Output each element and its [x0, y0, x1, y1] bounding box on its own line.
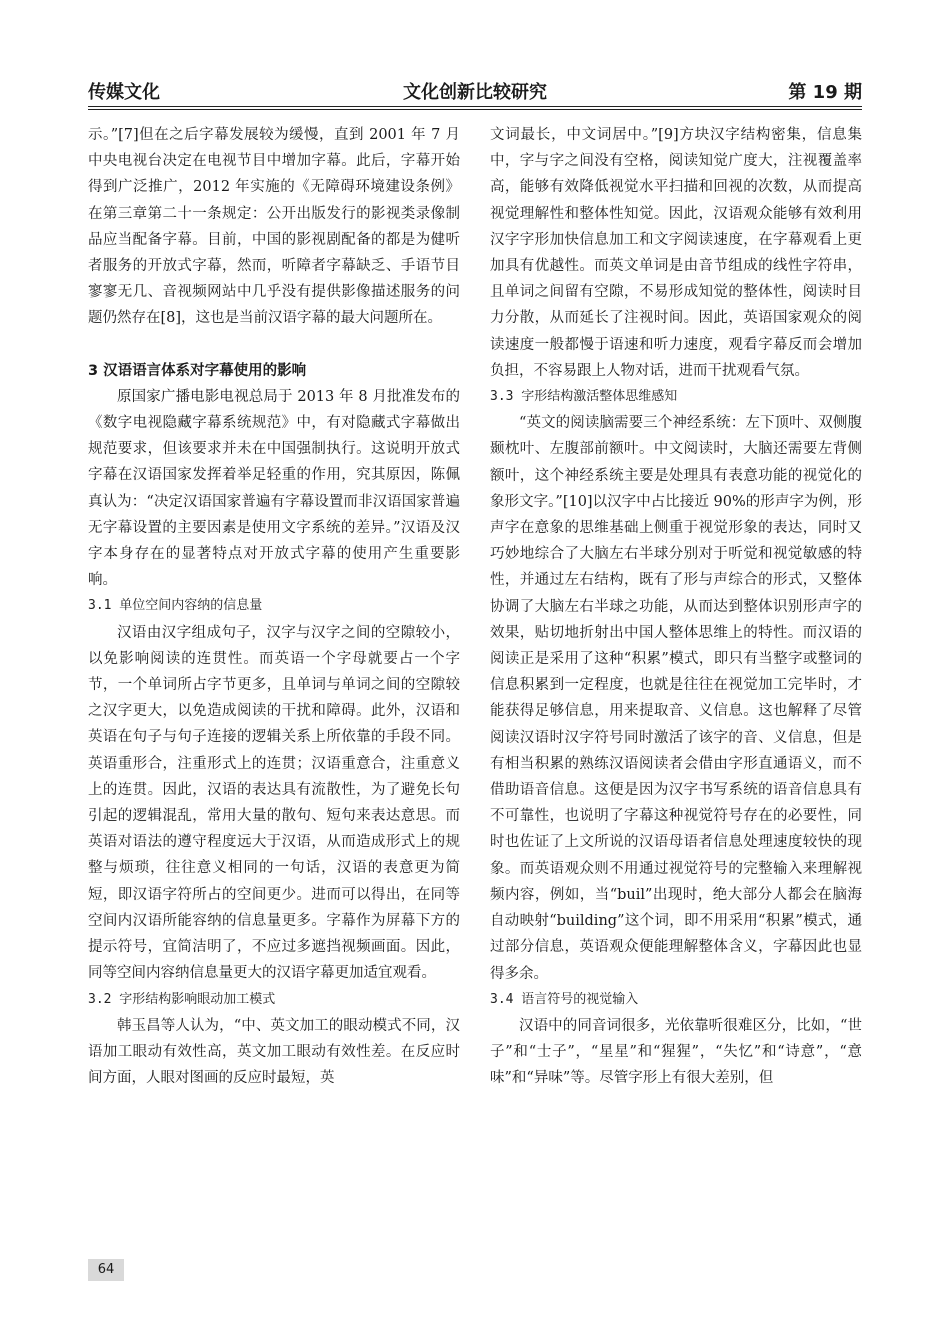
paragraph: “英文的阅读脑需要三个神经系统：左下顶叶、双侧腹颞枕叶、左腹部前额叶。中文阅读时，大脑还需要左背侧额叶，这个神经系统主要是处理具有表意功能的视觉化的象形文字。”[10]以汉字中占比接近 90%的形声字为例，形声字在意象的思维基础上侧重于视觉形象的表达，同时又巧妙地综合了大脑左右半球分别对于听觉和视觉敏感的特性，并通过左右结构，既有了形与声综合的形式，又整体协调了大脑左右半球之功能，从而达到整体识别形声字的效果，贴切地折射出中国人整体思维上的特性。而汉语的阅读正是采用了这种“积累”模式，即只有当整字或整词的信息积累到一定程度，也就是往往在视觉加工完毕时，才能获得足够信息，用来提取音、义信息。这也解释了尽管阅读汉语时汉字符号同时激活了该字的音、义信息，但是有相当积累的熟练汉语阅读者会借由字形直通语义，而不借助语音信息。这便是因为汉字书写系统的语音信息具有不可靠性，也说明了字幕这种视觉符号存在的必要性，同时也佐证了上文所说的汉语母语者信息处理速度较快的现象。而英语观众则不用通过视觉符号的完整输入来理解视频内容，例如，当“buil”出现时，绝大部分人都会在脑海自动映射“building”这个词，即不用采用“积累”模式，通过部分信息，英语观众便能理解整体含义，字幕因此也显得多余。	[490, 415, 862, 982]
header-journal-title: 文化创新比较研究	[403, 82, 547, 103]
section-3-2-heading: 3.2 字形结构影响眼动加工模式	[88, 991, 276, 1007]
paragraph: 汉语中的同音词很多，光依靠听很难区分，比如，“世子”和“士子”，“星星”和“猩猩”，“失忆”和“诗意”，“意味”和“异味”等。尽管字形上有很大差别，但	[490, 1017, 862, 1087]
section-3-heading: 3 汉语语言体系对字幕使用的影响	[88, 362, 307, 379]
section-3-4-heading: 3.4 语言符号的视觉输入	[490, 991, 639, 1007]
paragraph-continuation: 文词最长，中文词居中。”[9]方块汉字结构密集，信息集中，字与字之间没有空格，阅读知觉广度大，注视覆盖率高，能够有效降低视觉水平扫描和回视的次数，从而提高视觉理解性和整体性知觉。因此，汉语观众能够有效利用汉字字形加快信息加工和文字阅读速度，在字幕观看上更加具有优越性。而英文单词是由音节组成的线性字符串，且单词之间留有空隙，不易形成知觉的整体性，阅读时目力分散，从而延长了注视时间。因此，英语国家观众的阅读速度一般都慢于语速和听力速度，观看字幕反而会增加负担，不容易跟上人物对话，进而干扰观看气氛。	[490, 127, 862, 379]
header-rule-thin	[88, 109, 862, 110]
header-journal-section: 传媒文化	[88, 82, 160, 103]
section-gap	[88, 332, 460, 358]
paragraph: 原国家广播电影电视总局于 2013 年 8 月批准发布的《数字电视隐藏字幕系统规范》中，有对隐藏式字幕做出规范要求，但该要求并未在中国强制执行。这说明开放式字幕在汉语国家发挥着举足轻重的作用，究其原因，陈佩真认为：“决定汉语国家普遍有字幕设置而非汉语国家普遍无字幕设置的主要因素是使用文字系统的差异。”汉语及汉字本身存在的显著特点对开放式字幕的使用产生重要影响。	[88, 388, 460, 589]
left-column	[88, 122, 460, 1091]
right-column	[490, 122, 862, 1092]
section-3-3-heading: 3.3 字形结构激活整体思维感知	[490, 389, 678, 405]
section-3-1-heading: 3.1 单位空间内容纳的信息量	[88, 598, 263, 614]
header-issue-number: 第 19 期	[788, 82, 862, 103]
paragraph: 汉语由汉字组成句子，汉字与汉字之间的空隙较小，以免影响阅读的连贯性。而英语一个字母就要占一个字节，一个单词所占字节更多，且单词与单词之间的空隙较之汉字更大，以免造成阅读的干扰和障碍。此外，汉语和英语在句子与句子连接的逻辑关系上所依靠的手段不同。英语重形合，注重形式上的连贯；汉语重意合，注重意义上的连贯。因此，汉语的表达具有流散性，为了避免长句引起的逻辑混乱，常用大量的散句、短句来表达意思。而英语对语法的遵守程度远大于汉语，从而造成形式上的规整与烦琐，往往意义相同的一句话，汉语的表意更为简短，即汉语字符所占的空间更少。进而可以得出，在同等空间内汉语所能容纳的信息量更多。字幕作为屏幕下方的提示符号，宜简洁明了，不应过多遮挡视频画面。因此，同等空间内容纳信息量更大的汉语字幕更加适宜观看。	[88, 624, 460, 982]
running-header	[88, 74, 862, 110]
paragraph-continuation: 示。”[7]但在之后字幕发展较为缓慢，直到 2001 年 7 月中央电视台决定在电视节目中增加字幕。此后，字幕开始得到广泛推广，2012 年实施的《无障碍环境建设条例》在第三章第二十一条规定：公开出版发行的影视类录像制品应当配备字幕。目前，中国的影视剧配备的都是为健听者服务的开放式字幕，然而，听障者字幕缺乏、手语节目寥寥无几、音视频网站中几乎没有提供影像描述服务的问题仍然存在[8]，这也是当前汉语字幕的最大问题所在。	[88, 127, 460, 327]
page-number: 64	[88, 1259, 124, 1281]
paragraph: 韩玉昌等人认为，“中、英文加工的眼动模式不同，汉语加工眼动有效性高，英文加工眼动有效性差。在反应时间方面，人眼对图画的反应时最短，英	[88, 1017, 460, 1087]
header-rule-thick	[88, 106, 862, 107]
